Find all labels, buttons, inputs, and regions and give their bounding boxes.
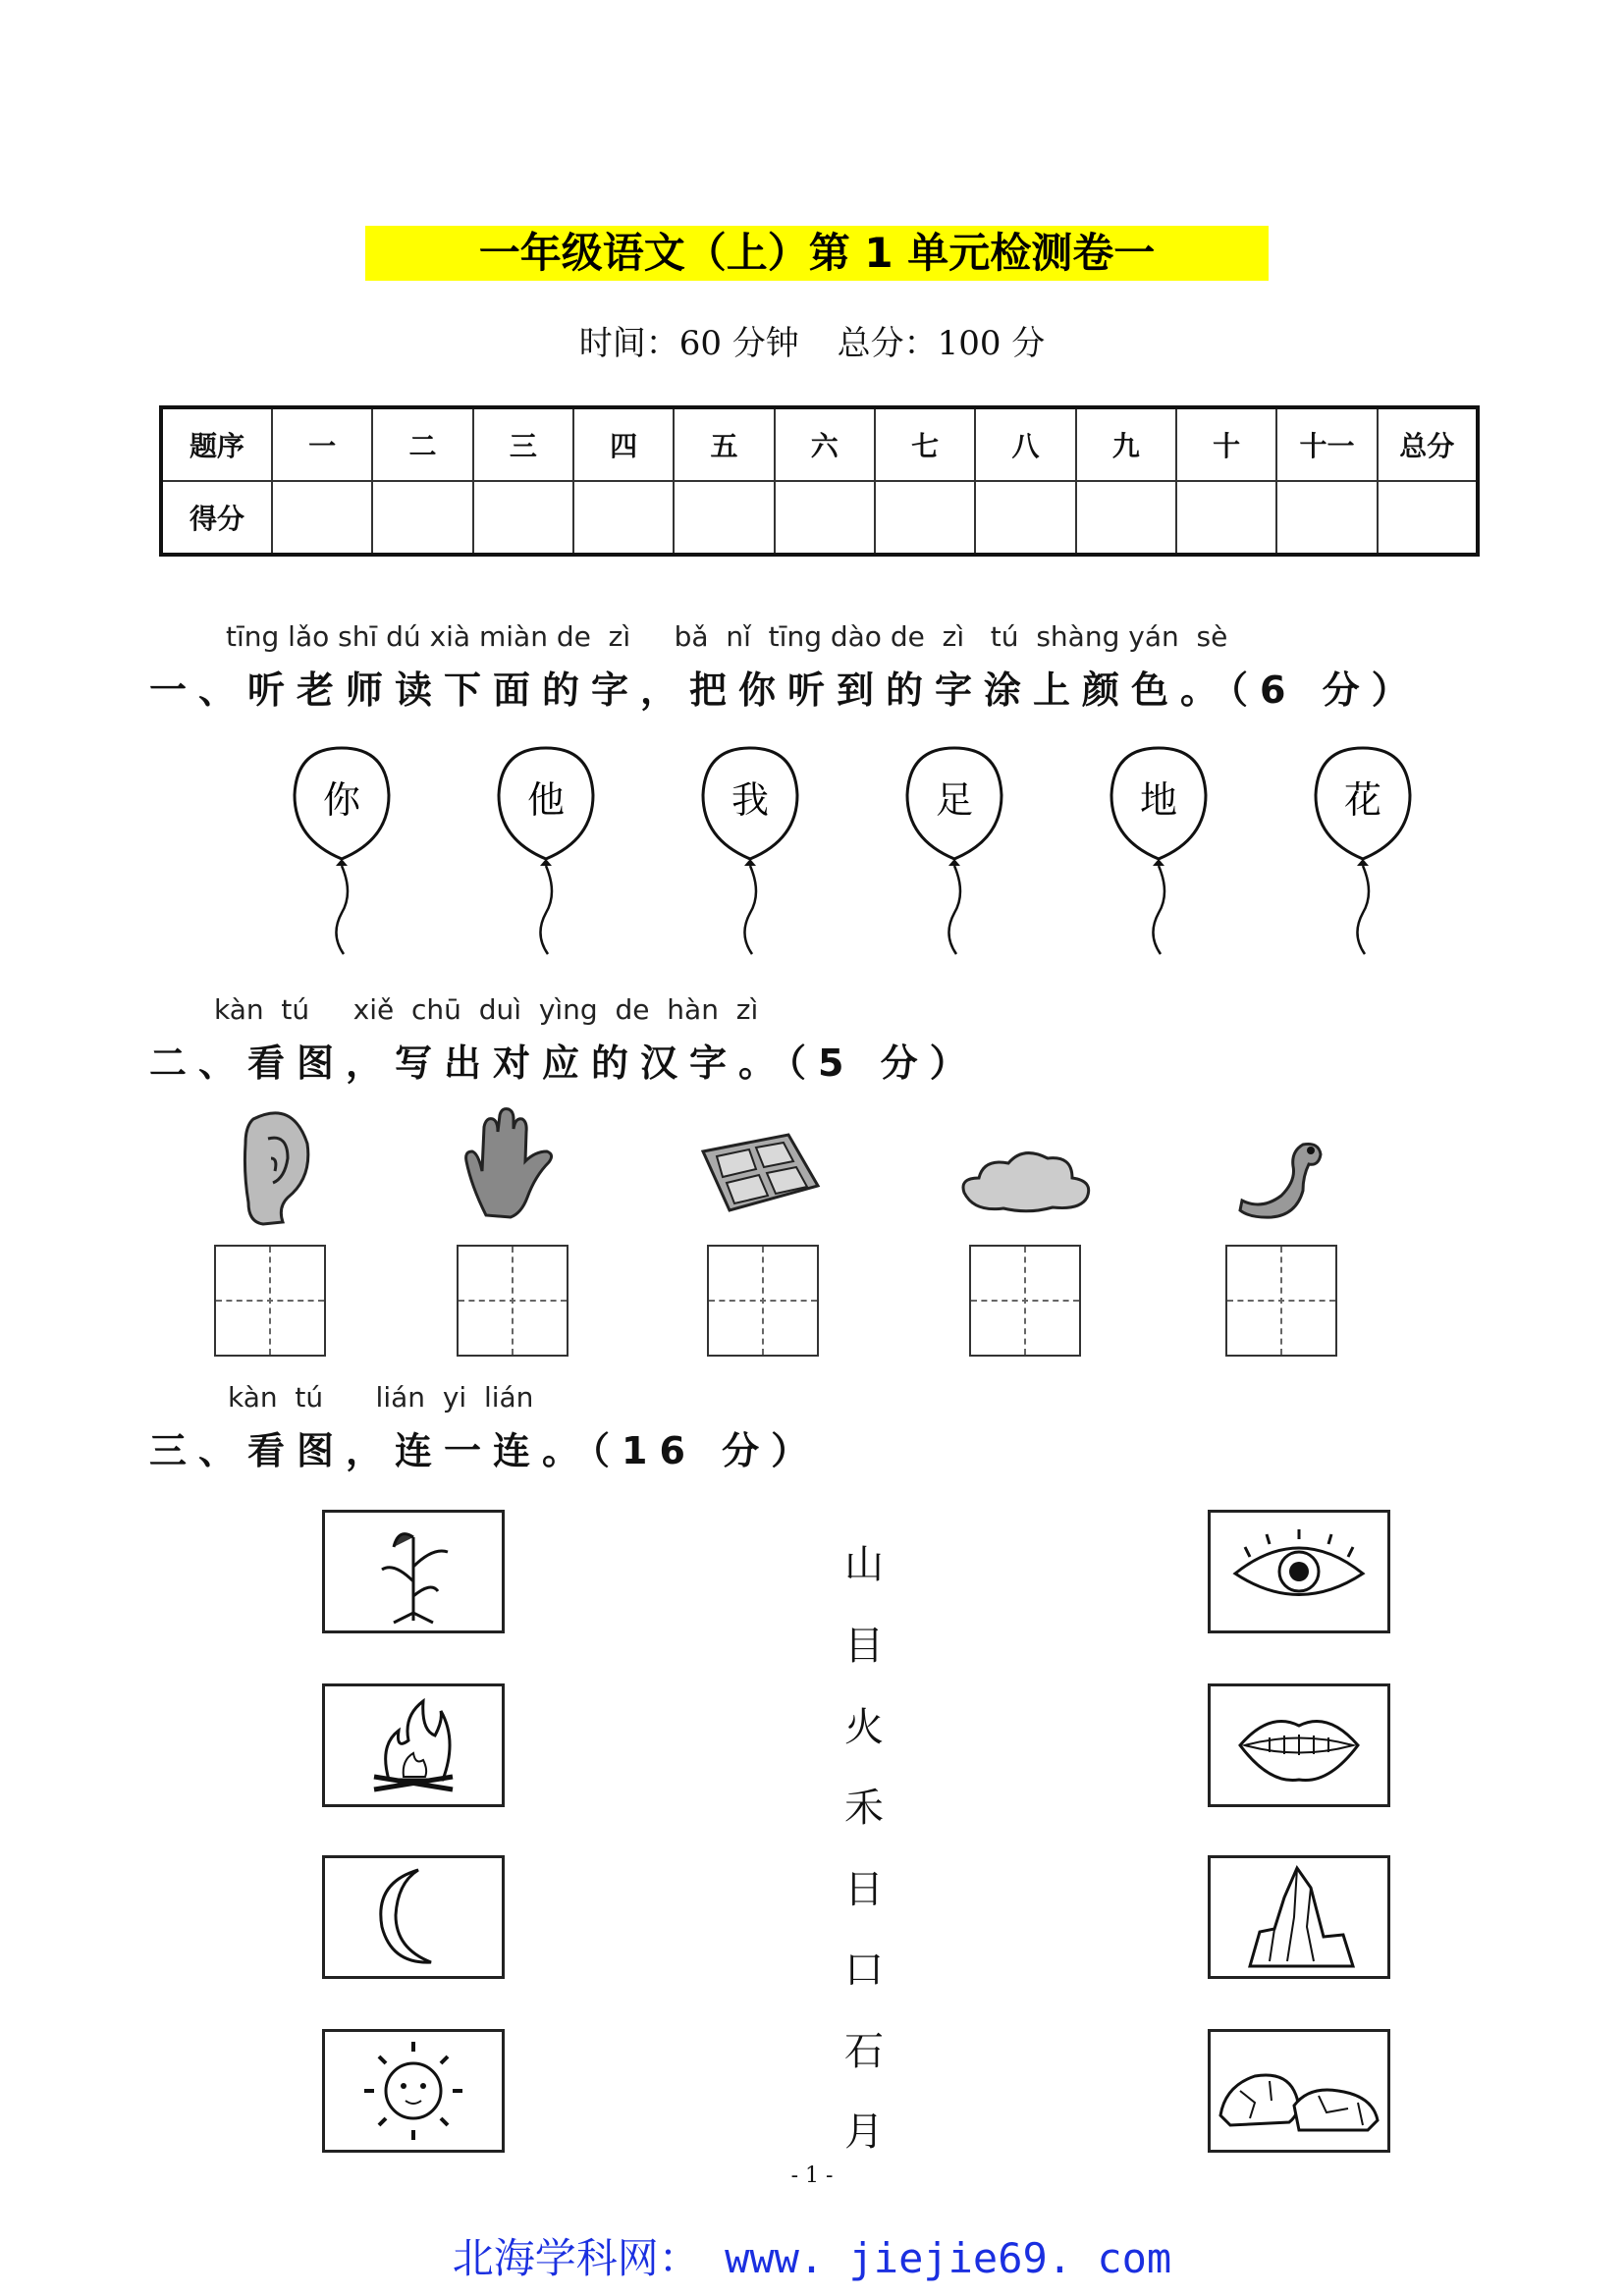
page-number: - 1 - (790, 2163, 834, 2188)
rock-picture[interactable] (1208, 2029, 1390, 2153)
score-cell[interactable] (674, 481, 774, 555)
mouth-picture[interactable] (1208, 1683, 1390, 1807)
page-title: 一年级语文（上）第 1 单元检测卷一 (478, 229, 1156, 277)
eye-icon (1211, 1513, 1387, 1630)
writing-box[interactable] (457, 1245, 568, 1357)
score-cell[interactable] (1276, 481, 1377, 555)
q2-text: 二、看图，写出对应的汉字。 (149, 1041, 788, 1085)
q1-score: （6 分） (1229, 668, 1421, 712)
balloon[interactable] (1111, 748, 1206, 954)
score-col: 九 (1076, 407, 1176, 481)
match-char[interactable]: 石 (844, 2029, 884, 2074)
balloon-string (744, 866, 756, 954)
rice-plant-picture[interactable] (322, 1510, 505, 1633)
score-table-header-row (161, 407, 1478, 481)
score-cell[interactable] (272, 481, 372, 555)
exam-time: 时间：60 分钟 (578, 324, 799, 363)
rock-icon (1211, 2032, 1387, 2150)
q3-heading (149, 1420, 820, 1474)
balloon-char: 他 (526, 778, 566, 822)
score-col: 三 (473, 407, 573, 481)
score-col: 十一 (1276, 407, 1377, 481)
score-table (159, 405, 1480, 557)
writing-box[interactable] (707, 1245, 819, 1357)
score-col: 七 (875, 407, 975, 481)
q3-pinyin: kàn tú lián yi lián (228, 1381, 534, 1414)
q1-heading (149, 660, 1421, 714)
q2-heading (149, 1033, 979, 1087)
balloon-knot (540, 859, 552, 866)
score-cell[interactable] (573, 481, 674, 555)
cloud-icon (954, 1144, 1097, 1217)
q2-score: （5 分） (787, 1041, 979, 1085)
fire-icon (325, 1686, 502, 1804)
score-col: 八 (975, 407, 1075, 481)
balloon-knot (1357, 859, 1369, 866)
q3-text: 三、看图，连一连。 (149, 1429, 592, 1472)
match-char[interactable]: 火 (844, 1705, 884, 1750)
q1-pinyin: tīng lǎo shī dú xià miàn de zì bǎ nǐ tīng dào de zì tú shàng yán sè (226, 620, 1228, 653)
score-col: 六 (775, 407, 875, 481)
score-col: 四 (573, 407, 674, 481)
balloon-char: 地 (1139, 778, 1178, 822)
match-char[interactable]: 目 (844, 1624, 884, 1669)
q1-text: 一、听老师读下面的字，把你听到的字涂上颜色。 (149, 668, 1230, 712)
mouth-icon (1211, 1686, 1387, 1804)
footer-link[interactable]: 北海学科网： www. jiejie69. com (452, 2234, 1172, 2282)
score-cell[interactable] (372, 481, 472, 555)
balloon-char: 足 (935, 778, 974, 822)
exam-info (0, 316, 1624, 364)
hand-icon (457, 1107, 565, 1225)
balloon-knot (1153, 859, 1164, 866)
balloon-knot (336, 859, 348, 866)
match-char[interactable]: 禾 (844, 1786, 884, 1831)
balloon-string (540, 866, 552, 954)
fire-picture[interactable] (322, 1683, 505, 1807)
q1-balloon-row (275, 746, 1434, 962)
score-cell[interactable] (473, 481, 573, 555)
writing-box[interactable] (214, 1245, 326, 1357)
score-col: 一 (272, 407, 372, 481)
balloon-string (336, 866, 348, 954)
score-col: 二 (372, 407, 472, 481)
worm-icon (1232, 1127, 1330, 1225)
eye-picture[interactable] (1208, 1510, 1390, 1633)
field-icon (695, 1127, 823, 1215)
match-char[interactable]: 日 (844, 1867, 884, 1912)
sun-icon (325, 2032, 502, 2150)
score-cell[interactable] (1076, 481, 1176, 555)
sun-picture[interactable] (322, 2029, 505, 2153)
match-char[interactable]: 口 (844, 1948, 884, 1993)
writing-box[interactable] (969, 1245, 1081, 1357)
balloon-char: 花 (1343, 778, 1382, 822)
balloon[interactable] (907, 748, 1001, 954)
balloon[interactable] (703, 748, 797, 954)
balloon-string (1357, 866, 1369, 954)
score-col: 总分 (1378, 407, 1478, 481)
match-char[interactable]: 月 (844, 2109, 884, 2155)
rice-plant-icon (325, 1513, 502, 1630)
score-cell[interactable] (975, 481, 1075, 555)
exam-total: 总分：100 分 (837, 324, 1046, 363)
balloon[interactable] (295, 748, 389, 954)
balloon[interactable] (1316, 748, 1410, 954)
score-cell[interactable] (1176, 481, 1276, 555)
score-table-header-label: 题序 (161, 407, 272, 481)
q2-pinyin: kàn tú xiě chū duì yìng de hàn zì (214, 993, 759, 1026)
score-table-row-label: 得分 (161, 481, 272, 555)
balloon-string (948, 866, 960, 954)
score-cell[interactable] (1378, 481, 1478, 555)
moon-icon (325, 1858, 502, 1976)
match-char[interactable]: 山 (844, 1542, 884, 1587)
score-cell[interactable] (875, 481, 975, 555)
score-cell[interactable] (775, 481, 875, 555)
score-table-score-row (161, 481, 1478, 555)
balloon-char: 你 (322, 778, 361, 822)
ear-icon (224, 1104, 332, 1227)
balloon-char: 我 (731, 778, 770, 822)
mountain-icon (1211, 1858, 1387, 1976)
q3-score: （16 分） (591, 1429, 821, 1472)
balloon-string (1153, 866, 1164, 954)
writing-box[interactable] (1225, 1245, 1337, 1357)
balloon[interactable] (499, 748, 593, 954)
balloon-knot (948, 859, 960, 866)
score-col: 五 (674, 407, 774, 481)
mountain-picture[interactable] (1208, 1855, 1390, 1979)
balloon-knot (744, 859, 756, 866)
moon-picture[interactable] (322, 1855, 505, 1979)
score-col: 十 (1176, 407, 1276, 481)
